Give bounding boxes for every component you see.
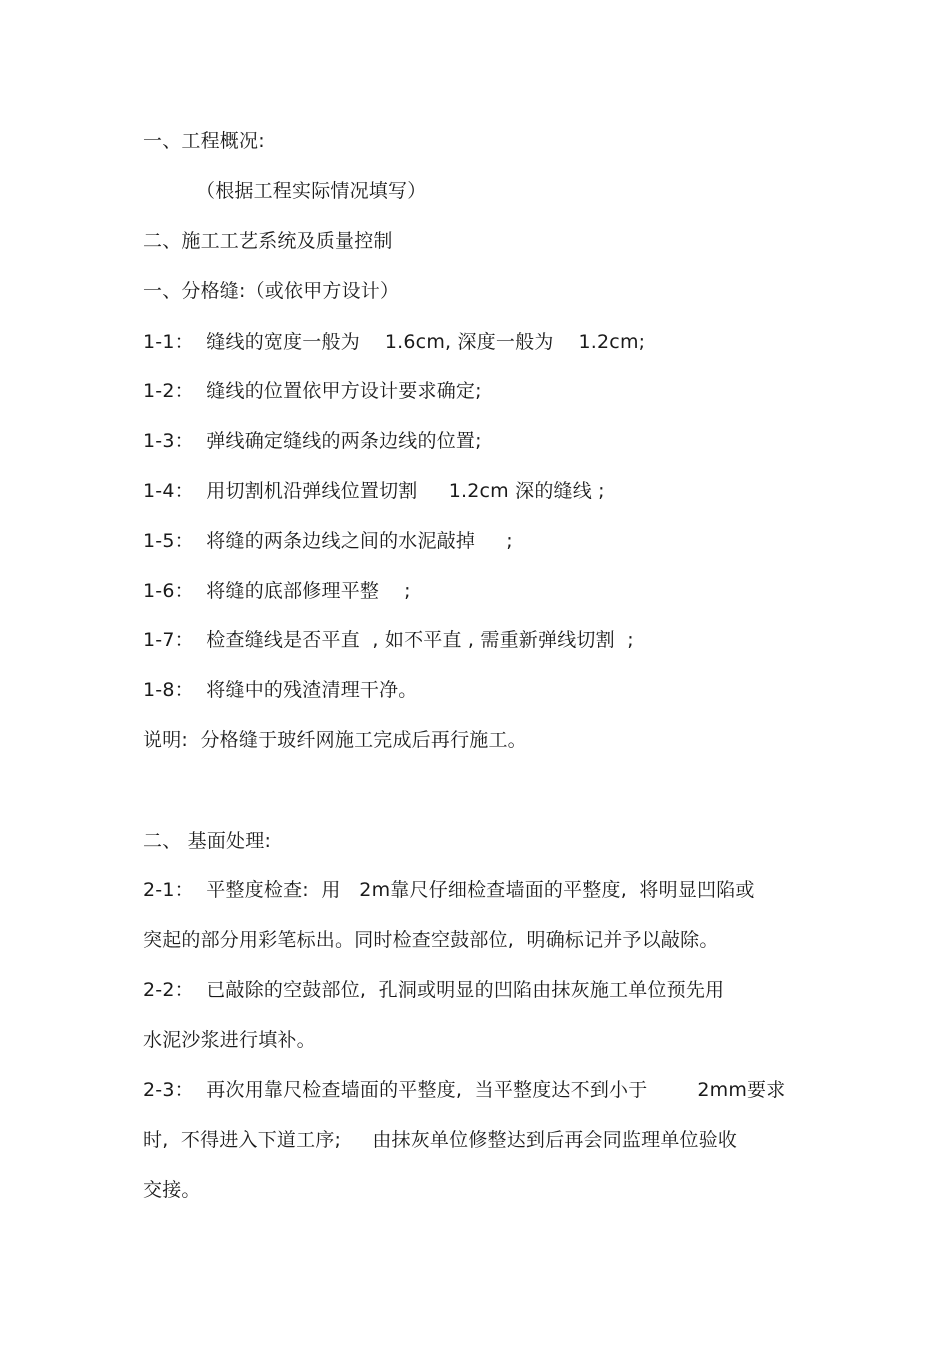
step-2-3-end: 交接。 — [143, 1179, 201, 1201]
section-heading-overview: 一、工程概况: — [143, 130, 265, 152]
step-1-6: 1-6： 将缝的底部修理平整 ; — [143, 580, 411, 602]
step-2-3-continued: 时, 不得进入下道工序; 由抹灰单位修整达到后再会同监理单位验收 — [143, 1129, 738, 1151]
step-1-4: 1-4： 用切割机沿弹线位置切割 1.2cm 深的缝线 ; — [143, 480, 605, 502]
step-1-1: 1-1： 缝线的宽度一般为 1.6cm, 深度一般为 1.2cm; — [143, 331, 646, 353]
step-1-7: 1-7： 检查缝线是否平直 , 如不平直 , 需重新弹线切割 ; — [143, 629, 634, 651]
section-heading-process: 二、施工工艺系统及质量控制 — [143, 230, 393, 252]
step-1-3: 1-3： 弹线确定缝线的两条边线的位置; — [143, 430, 482, 452]
subsection-heading-joints: 一、分格缝:（或依甲方设计） — [143, 280, 400, 302]
step-2-1-continued: 突起的部分用彩笔标出。同时检查空鼓部位, 明确标记并予以敲除。 — [143, 929, 719, 951]
step-2-1: 2-1： 平整度检查: 用 2m靠尺仔细检查墙面的平整度, 将明显凹陷或 — [143, 879, 755, 901]
step-2-2: 2-2： 已敲除的空鼓部位, 孔洞或明显的凹陷由抹灰施工单位预先用 — [143, 979, 725, 1001]
step-1-2: 1-2： 缝线的位置依甲方设计要求确定; — [143, 380, 482, 402]
step-2-2-continued: 水泥沙浆进行填补。 — [143, 1029, 316, 1051]
step-1-5: 1-5： 将缝的两条边线之间的水泥敲掉 ; — [143, 530, 513, 552]
step-1-8: 1-8： 将缝中的残渣清理干净。 — [143, 679, 418, 701]
joints-note: 说明: 分格缝于玻纤网施工完成后再行施工。 — [143, 729, 527, 751]
overview-note: （根据工程实际情况填写） — [196, 180, 427, 202]
subsection-heading-base: 二、 基面处理: — [143, 830, 272, 852]
step-2-3: 2-3： 再次用靠尺检查墙面的平整度, 当平整度达不到小于 2mm要求 — [143, 1079, 786, 1101]
